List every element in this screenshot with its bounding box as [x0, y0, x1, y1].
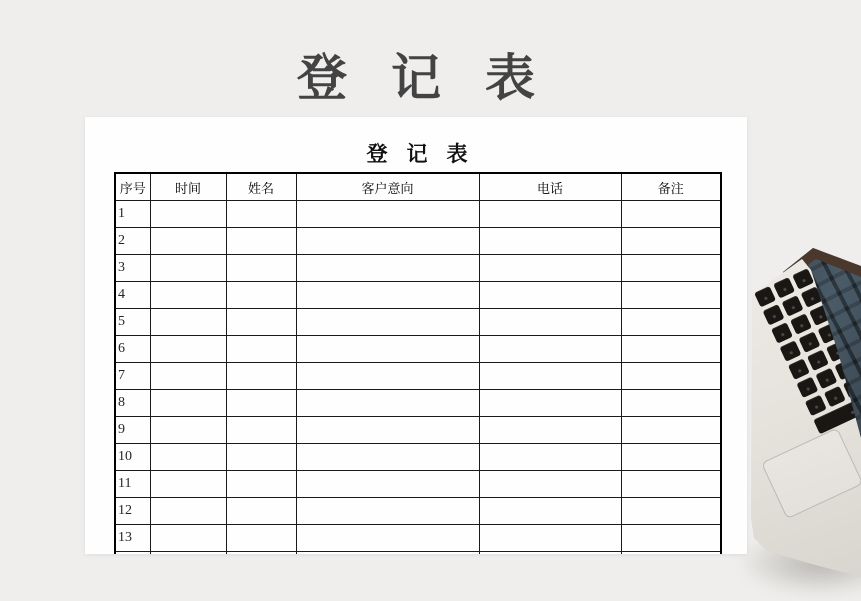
- empty-cell: [621, 363, 721, 390]
- laptop-key: [779, 340, 801, 362]
- empty-cell: [621, 309, 721, 336]
- empty-cell: [296, 552, 479, 555]
- empty-cell: [621, 498, 721, 525]
- empty-cell: [479, 336, 621, 363]
- row-index-cell: 8: [115, 390, 150, 417]
- empty-cell: [226, 498, 296, 525]
- empty-cell: [479, 525, 621, 552]
- empty-cell: [479, 444, 621, 471]
- empty-cell: [226, 390, 296, 417]
- table-row: [115, 282, 721, 309]
- row-index-cell: [115, 552, 150, 555]
- table-row: [115, 309, 721, 336]
- empty-cell: [479, 471, 621, 498]
- laptop-key: [781, 295, 803, 317]
- empty-cell: [296, 228, 479, 255]
- empty-cell: [226, 552, 296, 555]
- empty-cell: [150, 390, 226, 417]
- empty-cell: [150, 336, 226, 363]
- table-row: [115, 498, 721, 525]
- empty-cell: [226, 336, 296, 363]
- empty-cell: [479, 498, 621, 525]
- empty-cell: [150, 444, 226, 471]
- table-row: [115, 417, 721, 444]
- empty-cell: [621, 390, 721, 417]
- empty-cell: [621, 471, 721, 498]
- table-row: [115, 363, 721, 390]
- empty-cell: [621, 282, 721, 309]
- empty-cell: [479, 255, 621, 282]
- empty-cell: [621, 525, 721, 552]
- empty-cell: [226, 417, 296, 444]
- laptop-key: [773, 277, 795, 299]
- laptop-key: [790, 313, 812, 335]
- table-header-row: [115, 173, 721, 201]
- empty-cell: [296, 471, 479, 498]
- column-header: 姓名: [226, 173, 296, 201]
- row-index-cell: 4: [115, 282, 150, 309]
- empty-cell: [226, 363, 296, 390]
- empty-cell: [150, 201, 226, 228]
- empty-cell: [621, 228, 721, 255]
- document-paper: [85, 117, 747, 554]
- table-row: [115, 228, 721, 255]
- empty-cell: [479, 552, 621, 555]
- empty-cell: [479, 228, 621, 255]
- row-index-cell: 11: [115, 471, 150, 498]
- table-row: [115, 552, 721, 555]
- row-index-cell: 6: [115, 336, 150, 363]
- empty-cell: [150, 255, 226, 282]
- column-header: 序号: [115, 173, 150, 201]
- empty-cell: [226, 309, 296, 336]
- column-header: 备注: [621, 173, 721, 201]
- empty-cell: [150, 498, 226, 525]
- column-header: 电话: [479, 173, 621, 201]
- laptop-key: [788, 358, 810, 380]
- row-index-cell: 1: [115, 201, 150, 228]
- column-header: 时间: [150, 173, 226, 201]
- laptop-key: [805, 395, 827, 417]
- empty-cell: [150, 363, 226, 390]
- table-row: [115, 525, 721, 552]
- empty-cell: [296, 498, 479, 525]
- empty-cell: [150, 309, 226, 336]
- laptop-trackpad: [761, 428, 861, 520]
- page-title: 登记表: [297, 50, 579, 106]
- table-row: [115, 336, 721, 363]
- empty-cell: [296, 336, 479, 363]
- document-title: 登记表: [366, 143, 487, 166]
- empty-cell: [296, 255, 479, 282]
- empty-cell: [226, 471, 296, 498]
- empty-cell: [296, 363, 479, 390]
- empty-cell: [226, 228, 296, 255]
- laptop-key: [807, 349, 829, 371]
- laptop-key: [849, 241, 861, 263]
- empty-cell: [226, 201, 296, 228]
- empty-cell: [479, 390, 621, 417]
- empty-cell: [226, 282, 296, 309]
- empty-cell: [226, 525, 296, 552]
- row-index-cell: 5: [115, 309, 150, 336]
- empty-cell: [479, 363, 621, 390]
- row-index-cell: 9: [115, 417, 150, 444]
- row-index-cell: 10: [115, 444, 150, 471]
- laptop-key: [771, 322, 793, 344]
- row-index-cell: 13: [115, 525, 150, 552]
- table-row: [115, 255, 721, 282]
- empty-cell: [296, 525, 479, 552]
- empty-cell: [296, 201, 479, 228]
- column-header: 客户意向: [296, 173, 479, 201]
- empty-cell: [479, 309, 621, 336]
- laptop-key: [798, 331, 820, 353]
- empty-cell: [621, 255, 721, 282]
- empty-cell: [150, 417, 226, 444]
- laptop-key: [815, 368, 837, 390]
- empty-cell: [296, 417, 479, 444]
- empty-cell: [479, 201, 621, 228]
- registration-table: [114, 172, 722, 554]
- laptop-key: [824, 386, 846, 408]
- empty-cell: [150, 228, 226, 255]
- empty-cell: [226, 255, 296, 282]
- empty-cell: [621, 552, 721, 555]
- empty-cell: [479, 282, 621, 309]
- empty-cell: [621, 336, 721, 363]
- empty-cell: [296, 390, 479, 417]
- empty-cell: [296, 444, 479, 471]
- table-row: [115, 390, 721, 417]
- empty-cell: [150, 282, 226, 309]
- table-row: [115, 444, 721, 471]
- row-index-cell: 7: [115, 363, 150, 390]
- row-index-cell: 3: [115, 255, 150, 282]
- table-row: [115, 201, 721, 228]
- laptop-key: [762, 304, 784, 326]
- laptop-key: [792, 268, 814, 290]
- empty-cell: [150, 525, 226, 552]
- empty-cell: [150, 471, 226, 498]
- empty-cell: [621, 417, 721, 444]
- table-row: [115, 471, 721, 498]
- row-index-cell: 2: [115, 228, 150, 255]
- empty-cell: [621, 201, 721, 228]
- empty-cell: [296, 282, 479, 309]
- row-index-cell: 12: [115, 498, 150, 525]
- laptop-key: [754, 286, 776, 308]
- empty-cell: [150, 552, 226, 555]
- laptop-key: [796, 376, 818, 398]
- empty-cell: [226, 444, 296, 471]
- empty-cell: [621, 444, 721, 471]
- empty-cell: [479, 417, 621, 444]
- empty-cell: [296, 309, 479, 336]
